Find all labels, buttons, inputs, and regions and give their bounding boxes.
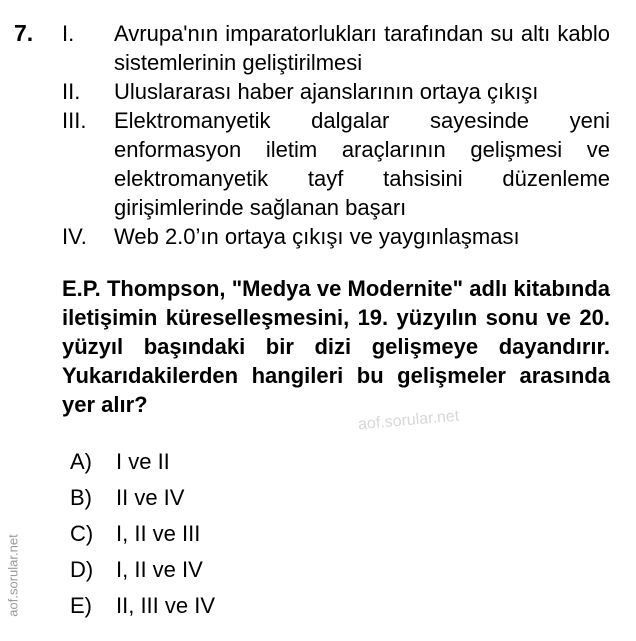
statement-text: Uluslararası haber ajanslarının ortaya çıkışı (114, 79, 539, 104)
option-letter: D) (70, 557, 94, 582)
statement-text: Avrupa'nın imparatorlukları tarafından su altı kablo sistemlerinin geliştirilmesi (114, 21, 610, 75)
option-letter: A) (70, 449, 92, 474)
option-text: I ve II (116, 449, 170, 474)
statement-item-2 (62, 77, 610, 106)
statement-list (62, 19, 610, 251)
option-letter: C) (70, 521, 94, 546)
side-watermark-text: aof.sorular.net (5, 534, 21, 617)
statement-text: Elektromanyetik dalgalar sayesinde yeni enformasyon iletim araçlarının gelişmesi ve elektromanyetik tayf tahsisini düzenleme girişimlerinde sağlanan başarı (114, 108, 610, 220)
option-text: I, II ve IV (116, 557, 203, 582)
statement-text: Web 2.0’ın ortaya çıkışı ve yaygınlaşması (114, 224, 520, 249)
statement-numeral: IV. (62, 224, 87, 249)
question-number: 7. (14, 20, 34, 46)
statement-item-1 (62, 19, 610, 77)
statement-numeral: III. (62, 108, 87, 133)
option-letter: E) (70, 593, 92, 618)
option-letter: B) (70, 485, 92, 510)
option-text: I, II ve III (116, 521, 201, 546)
statement-numeral: II. (62, 79, 81, 104)
option-text: II ve IV (116, 485, 185, 510)
question-stem: E.P. Thompson, "Medya ve Modernite" adlı kitabında iletişimin küreselleşmesini, 19. yüzyılın sonu ve 20. yüzyıl başındaki bir dizi gelişmeye dayandırır. Yukarıdakilerden hangileri bu gelişmeler arasında yer alır? (62, 276, 610, 417)
statement-item-4 (62, 222, 610, 251)
watermark-text: aof.sorular.net (357, 407, 460, 434)
statement-numeral: I. (62, 21, 75, 46)
statement-item-3 (62, 106, 610, 222)
option-text: II, III ve IV (116, 593, 216, 618)
